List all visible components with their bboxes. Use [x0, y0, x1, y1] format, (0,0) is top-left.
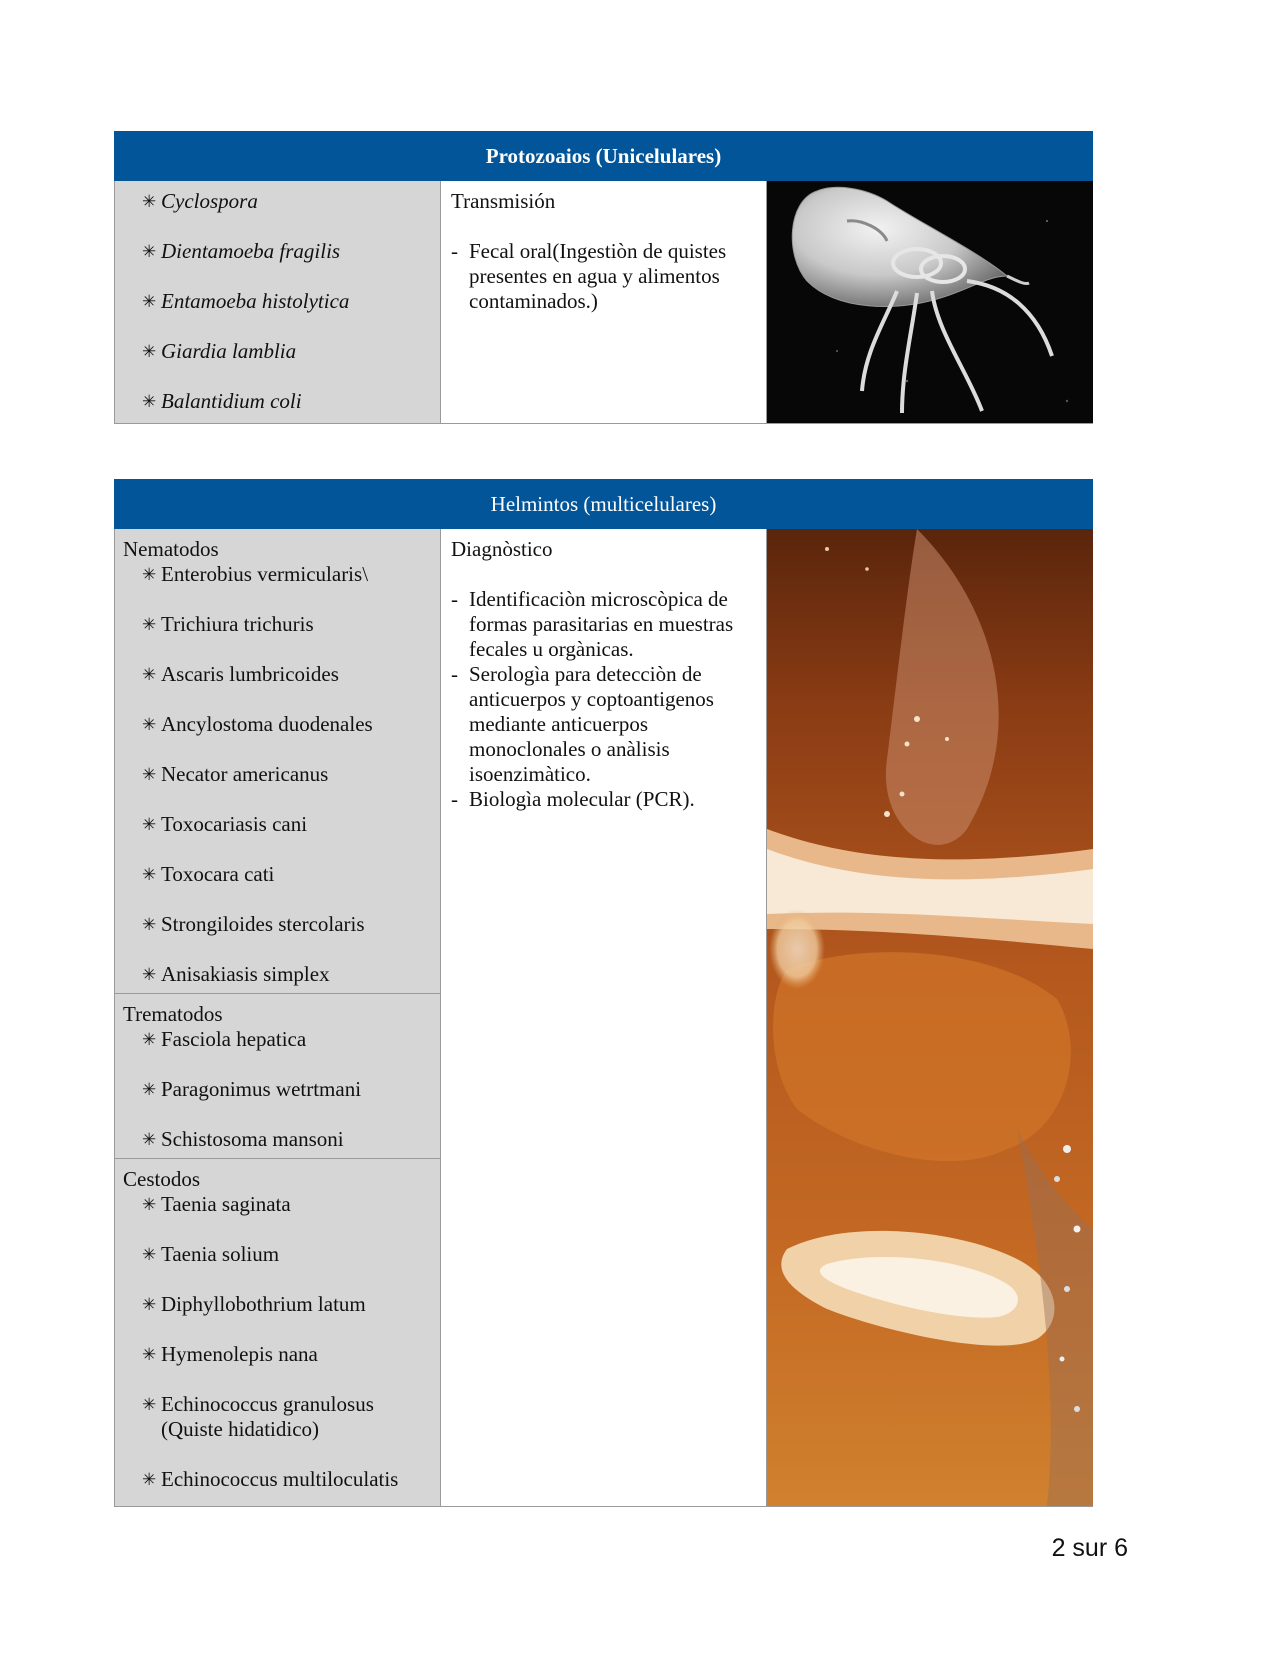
asterisk-bullet-icon: ✳	[142, 1395, 157, 1414]
organism-name: Toxocara cati	[161, 862, 275, 886]
organism-item	[123, 1077, 432, 1102]
transmission-list	[451, 239, 756, 314]
protozoa-organism-cell	[115, 181, 441, 424]
dash-bullet-icon: -	[451, 787, 458, 811]
organism-name: Necator americanus	[161, 762, 329, 786]
asterisk-bullet-icon: ✳	[142, 192, 157, 211]
helminth-table	[114, 479, 1093, 1507]
helminth-organism-list	[123, 562, 432, 987]
protozoa-info-cell	[441, 181, 767, 424]
organism-name: Ascaris lumbricoides	[161, 662, 339, 686]
transmission-heading: Transmisión	[451, 189, 556, 213]
diagnosis-heading: Diagnòstico	[451, 537, 553, 561]
organism-item	[123, 862, 432, 887]
page-number: 2 sur 6	[1051, 1534, 1128, 1562]
asterisk-bullet-icon: ✳	[142, 242, 157, 261]
organism-item	[123, 812, 432, 837]
asterisk-bullet-icon: ✳	[142, 715, 157, 734]
asterisk-bullet-icon: ✳	[142, 965, 157, 984]
organism-item	[123, 712, 432, 737]
asterisk-bullet-icon: ✳	[142, 815, 157, 834]
helminth-group-title: Nematodos	[123, 537, 219, 561]
helminth-group	[115, 1159, 440, 1498]
organism-name: Entamoeba histolytica	[161, 289, 350, 313]
asterisk-bullet-icon: ✳	[142, 1130, 157, 1149]
organism-item	[123, 1027, 432, 1052]
asterisk-bullet-icon: ✳	[142, 865, 157, 884]
organism-name: Ancylostoma duodenales	[161, 712, 373, 736]
organism-item	[123, 662, 432, 687]
helminth-groups-cell	[115, 529, 441, 1507]
organism-name: Strongiloides stercolaris	[161, 912, 365, 936]
asterisk-bullet-icon: ✳	[142, 765, 157, 784]
intestinal-worm-icon	[767, 529, 1093, 1506]
giardia-micrograph-icon	[767, 181, 1093, 423]
info-text: Biologìa molecular (PCR).	[469, 787, 695, 811]
intestinal-worm-image	[767, 529, 1093, 1507]
organism-name: Trichiura trichuris	[161, 612, 314, 636]
organism-name: Balantidium coli	[161, 389, 302, 413]
organism-name: Fasciola hepatica	[161, 1027, 307, 1051]
helminth-group-title: Cestodos	[123, 1167, 201, 1191]
organism-item	[123, 1127, 432, 1152]
asterisk-bullet-icon: ✳	[142, 665, 157, 684]
asterisk-bullet-icon: ✳	[142, 1195, 157, 1214]
protozoa-table	[114, 131, 1093, 424]
asterisk-bullet-icon: ✳	[142, 565, 157, 584]
organism-name: Schistosoma mansoni	[161, 1127, 344, 1151]
helminth-organism-list	[123, 1027, 432, 1152]
info-item	[451, 239, 756, 314]
organism-name: Dientamoeba fragilis	[161, 239, 341, 263]
giardia-micrograph-image	[767, 181, 1093, 424]
organism-item	[123, 389, 432, 414]
info-text: Fecal oral(Ingestiòn de quistes presentes en agua y alimentos contaminados.)	[469, 239, 727, 313]
organism-name: Diphyllobothrium latum	[161, 1292, 366, 1316]
organism-name: Cyclospora	[161, 189, 258, 213]
asterisk-bullet-icon: ✳	[142, 392, 157, 411]
info-text: Serologìa para detecciòn de anticuerpos y coptoantigenos mediante anticuerpos monoclonales o anàlisis isoenzimàtico.	[469, 662, 714, 786]
asterisk-bullet-icon: ✳	[142, 615, 157, 634]
info-item	[451, 587, 756, 662]
asterisk-bullet-icon: ✳	[142, 1245, 157, 1264]
organism-item	[123, 1392, 432, 1442]
organism-name: Echinococcus granulosus (Quiste hidatidico)	[161, 1392, 374, 1441]
helminth-table-title: Helmintos (multicelulares)	[115, 480, 1093, 529]
protozoa-organism-list	[123, 189, 432, 414]
organism-name: Taenia saginata	[161, 1192, 291, 1216]
organism-item	[123, 562, 432, 587]
organism-name: Echinococcus multiloculatis	[161, 1467, 399, 1491]
diagnosis-list	[451, 587, 756, 812]
info-item	[451, 787, 756, 812]
helminth-organism-list	[123, 1192, 432, 1492]
organism-item	[123, 339, 432, 364]
asterisk-bullet-icon: ✳	[142, 1470, 157, 1489]
organism-name: Hymenolepis nana	[161, 1342, 318, 1366]
info-item	[451, 662, 756, 787]
organism-item	[123, 239, 432, 264]
info-text: Identificaciòn microscòpica de formas parasitarias en muestras fecales u orgànicas.	[469, 587, 734, 661]
helminth-groups	[115, 529, 440, 1498]
asterisk-bullet-icon: ✳	[142, 342, 157, 361]
organism-name: Anisakiasis simplex	[161, 962, 330, 986]
organism-item	[123, 289, 432, 314]
dash-bullet-icon: -	[451, 239, 458, 263]
organism-name: Enterobius vermicularis\	[161, 562, 369, 586]
asterisk-bullet-icon: ✳	[142, 1345, 157, 1364]
organism-item	[123, 912, 432, 937]
organism-item	[123, 189, 432, 214]
helminth-group-title: Trematodos	[123, 1002, 223, 1026]
helminth-group	[115, 529, 440, 994]
asterisk-bullet-icon: ✳	[142, 292, 157, 311]
dash-bullet-icon: -	[451, 587, 458, 611]
organism-name: Toxocariasis cani	[161, 812, 308, 836]
asterisk-bullet-icon: ✳	[142, 1030, 157, 1049]
asterisk-bullet-icon: ✳	[142, 1295, 157, 1314]
dash-bullet-icon: -	[451, 662, 458, 686]
organism-item	[123, 1242, 432, 1267]
organism-item	[123, 1292, 432, 1317]
diagnosis-cell	[441, 529, 767, 1507]
organism-item	[123, 762, 432, 787]
organism-item	[123, 612, 432, 637]
organism-item	[123, 1342, 432, 1367]
organism-name: Paragonimus wetrtmani	[161, 1077, 362, 1101]
asterisk-bullet-icon: ✳	[142, 915, 157, 934]
organism-name: Giardia lamblia	[161, 339, 297, 363]
organism-name: Taenia solium	[161, 1242, 280, 1266]
helminth-group	[115, 994, 440, 1159]
asterisk-bullet-icon: ✳	[142, 1080, 157, 1099]
organism-item	[123, 1192, 432, 1217]
protozoa-table-title: Protozoaios (Unicelulares)	[115, 132, 1093, 181]
organism-item	[123, 962, 432, 987]
organism-item	[123, 1467, 432, 1492]
